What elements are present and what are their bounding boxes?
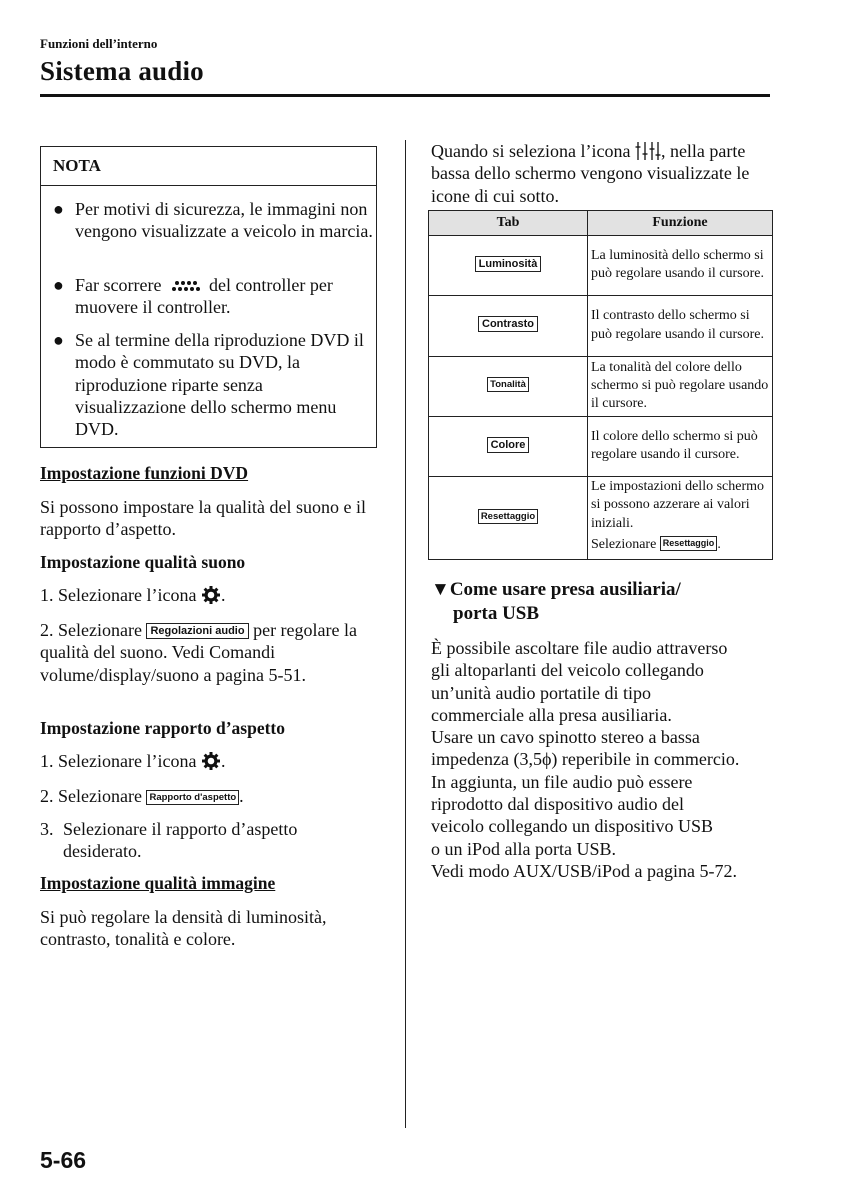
header-rule: [40, 94, 770, 97]
tab-tonalita[interactable]: Tonalità: [487, 377, 529, 392]
table-cell-desc: La tonalità del colore dello schermo si può regolare usando il cursore.: [588, 357, 773, 417]
dvd-intro: Si possono impostare la qualità del suono e il rapporto d’aspetto.: [40, 497, 366, 540]
sound-title: Impostazione qualità suono: [40, 552, 246, 572]
bullet-icon: ●: [53, 330, 64, 350]
table-cell: [429, 357, 588, 417]
right-intro: [431, 140, 771, 207]
aux-line: impedenza (3,5ϕ) reperibile in commercio.: [431, 749, 740, 770]
regolazioni-audio-button[interactable]: Regolazioni audio: [146, 623, 248, 639]
intro-text-after: , nella parte bassa dello schermo vengono visualizzate le icone di cui sotto.: [431, 141, 750, 206]
nota-item-text: Se al termine della riproduzione DVD il modo è commutato su DVD, la riproduzione riparte senza visualizzazione dello schermo menu DVD.: [75, 330, 364, 440]
nota-item-text-wrap: [75, 274, 375, 319]
table-row: [429, 477, 773, 560]
table-cell: [429, 236, 588, 296]
intro-text: Quando si seleziona l’icona: [431, 141, 631, 161]
step-text-after: .: [220, 751, 226, 771]
table-header: Funzione: [588, 211, 773, 236]
step-number: 1.: [40, 585, 54, 605]
step-text-after: .: [239, 786, 244, 806]
nota-item-text: Per motivi di sicurezza, le immagini non vengono visualizzate a veicolo in marcia.: [75, 199, 373, 242]
tab-colore[interactable]: Colore: [487, 437, 530, 453]
gear-icon: [201, 585, 221, 605]
step-number: 2.: [40, 786, 54, 806]
table-row: [429, 296, 773, 357]
desc-extra-text: Selezionare: [591, 536, 657, 552]
table-cell: [429, 477, 588, 560]
dvd-section-title: Impostazione funzioni DVD: [40, 463, 249, 483]
aspect-step-1: [40, 750, 380, 772]
page-title: Sistema audio: [40, 56, 204, 86]
image-section-title: Impostazione qualità immagine: [40, 873, 276, 893]
step-number: 2.: [40, 620, 54, 640]
aux-line: È possibile ascoltare file audio attraverso: [431, 638, 728, 658]
table-header: Tab: [429, 211, 588, 236]
aux-line: riprodotto dal dispositivo audio del: [431, 794, 684, 815]
tab-resettaggio[interactable]: Resettaggio: [478, 509, 538, 524]
nota-item-text: Far scorrere: [75, 275, 162, 295]
function-table: [428, 210, 773, 560]
aux-title-line1: [431, 578, 681, 602]
triangle-marker-icon: ▼: [431, 579, 450, 600]
table-cell-desc: Il colore dello schermo si può regolare usando il cursore.: [588, 417, 773, 477]
page-number: 5-66: [40, 1147, 87, 1173]
nota-item-text-after: del controller per muovere il controller.: [75, 275, 333, 318]
desc-text: Le impostazioni dello schermo si possono azzerare ai valori iniziali.: [591, 479, 765, 531]
table-cell-desc: Il contrasto dello schermo si può regolare usando il cursore.: [588, 296, 773, 357]
desc-extra-after: .: [717, 536, 721, 552]
step-text-after: .: [220, 585, 226, 605]
table-row: [429, 357, 773, 417]
table-row: [429, 236, 773, 296]
table-cell-desc: La luminosità dello schermo si può regolare usando il cursore.: [588, 236, 773, 296]
table-cell: [429, 296, 588, 357]
tab-contrasto[interactable]: Contrasto: [478, 316, 538, 332]
aux-line: commerciale alla presa ausiliaria.: [431, 704, 672, 725]
aux-title-text: Come usare presa ausiliaria/: [449, 579, 681, 600]
sound-step-2: [40, 619, 385, 686]
step-text: Selezionare l’icona: [58, 585, 197, 605]
column-divider: [405, 140, 406, 1128]
aux-body: [431, 637, 776, 882]
step-text: Selezionare: [58, 620, 142, 640]
sound-step-1: [40, 584, 380, 606]
nota-header: [41, 147, 376, 186]
table-row: [429, 417, 773, 477]
aux-line: Usare un cavo spinotto stereo a bassa: [431, 727, 700, 748]
step-number: 3.: [40, 819, 54, 839]
equalizer-icon: [635, 141, 661, 161]
step-text-after: per regolare la qualità del suono. Vedi Comandi volume/display/suono a pagina 5-51.: [40, 620, 358, 685]
table-cell-desc: [588, 477, 773, 560]
aux-line: Vedi modo AUX/USB/iPod a pagina 5-72.: [431, 860, 737, 881]
aux-line: o un iPod alla porta USB.: [431, 838, 616, 859]
nota-heading: NOTA: [53, 156, 101, 175]
aux-title-line2: porta USB: [453, 603, 540, 624]
aspect-title: Impostazione rapporto d’aspetto: [40, 718, 285, 738]
bullet-icon: ●: [53, 199, 64, 219]
section-label: Funzioni dell’interno: [40, 36, 158, 51]
aux-line: veicolo collegando un dispositivo USB: [431, 816, 713, 837]
table-header-row: [429, 211, 773, 236]
aux-line: gli altoparlanti del veicolo collegando: [431, 660, 704, 681]
aspect-step-2: [40, 785, 380, 807]
step-number: 1.: [40, 751, 54, 771]
image-intro: Si può regolare la densità di luminosità, contrasto, tonalità e colore.: [40, 907, 327, 950]
rapporto-aspetto-button[interactable]: Rapporto d'aspetto: [146, 790, 239, 805]
tab-luminosita[interactable]: Luminosità: [475, 256, 542, 272]
step-text: Selezionare l’icona: [58, 751, 197, 771]
dots-slide-icon: [170, 278, 204, 292]
nota-box: [40, 146, 377, 448]
step-text: Selezionare: [58, 786, 142, 806]
aux-line: In aggiunta, un file audio può essere: [431, 771, 693, 792]
gear-icon: [201, 751, 221, 771]
step-text: Selezionare il rapporto d’aspetto desiderato.: [63, 819, 298, 862]
aux-line: un’unità audio portatile di tipo: [431, 682, 651, 703]
resettaggio-button[interactable]: Resettaggio: [660, 536, 718, 551]
bullet-icon: ●: [53, 275, 64, 295]
table-cell: [429, 417, 588, 477]
desc-extra: [591, 537, 721, 552]
